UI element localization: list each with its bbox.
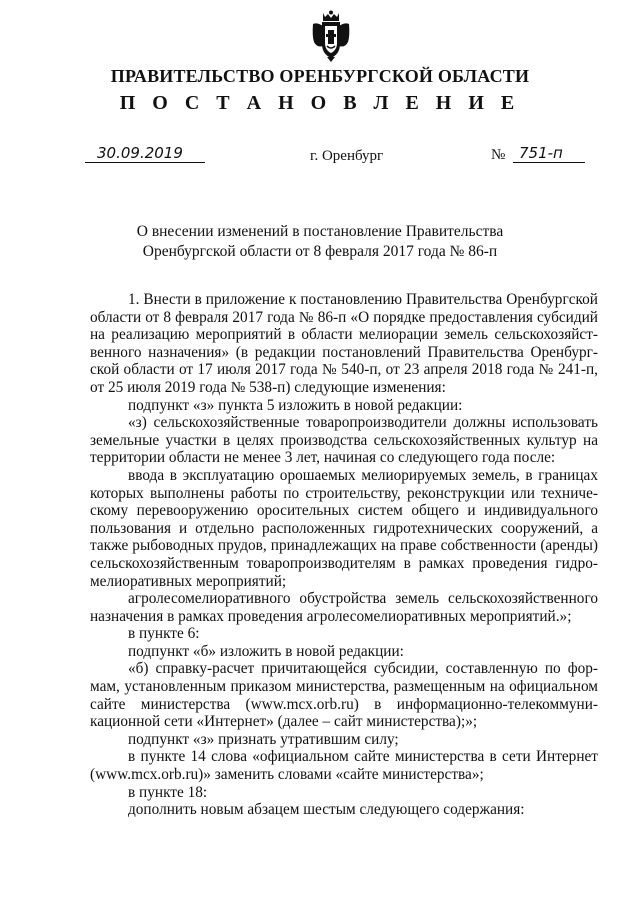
body-line: сайте министерства (www.mcx.orb.ru) в информационно-телекоммуни- [90, 695, 598, 713]
document-city: г. Оренбург [310, 148, 384, 164]
body-line: ской области от 17 июля 2017 года № 540-п, от 23 апреля 2018 года № 241-п, [90, 361, 598, 379]
body-line: мам, установленным приказом министерства, размещенным на официальном [90, 678, 598, 696]
body-line: подпункт «з» пункта 5 изложить в новой редакции: [128, 396, 463, 414]
body-line: в пункте 6: [128, 625, 200, 643]
body-line: мелиоративных мероприятий; [90, 572, 287, 590]
coat-of-arms-icon [311, 10, 351, 62]
body-line: агролесомелиоративного обустройства земель сельскохозяйственного [128, 590, 598, 608]
body-line: которых выполнены работы по строительству, реконструкции или техниче- [90, 484, 598, 502]
document-body [90, 291, 598, 819]
body-line: в пункте 18: [128, 783, 208, 801]
subject-line: Оренбургской области от 8 февраля 2017 года № 86-п [142, 243, 498, 260]
body-line: также рыбоводных прудов, принадлежащих на праве собственности (аренды) [90, 537, 598, 555]
body-line: земельные участки в целях производства сельскохозяйственных культур на [90, 431, 598, 449]
body-line: кационной сети «Интернет» (далее – сайт министерства);»; [90, 713, 478, 731]
document-number-label: № [491, 147, 506, 163]
body-line: 1. Внести в приложение к постановлению Правительства Оренбургской [128, 291, 598, 308]
body-line: сельскохозяйственным товаропроизводителям в рамках проведения гидро- [90, 554, 598, 572]
body-line: ввода в эксплуатацию орошаемых мелиорируемых земель, в границах [128, 466, 598, 484]
body-line: в пункте 14 слова «официальном сайте министерства в сети Интернет [128, 748, 598, 766]
body-line: подпункт «б» изложить в новой редакции: [128, 642, 404, 660]
body-line: области от 8 февраля 2017 года № 86-п «О порядке предоставления субсидий [90, 308, 598, 326]
government-title: ПРАВИТЕЛЬСТВО ОРЕНБУРГСКОЙ ОБЛАСТИ [110, 66, 530, 86]
subject-line: О внесении изменений в постановление Правительства [136, 223, 504, 240]
body-line: «б) справку-расчет причитающейся субсидии, составленную по фор- [128, 660, 598, 678]
document-date: 30.09.2019 [85, 144, 205, 163]
body-line: территории области не менее 3 лет, начиная со следующего года после: [90, 449, 556, 467]
document-number: 751-п [513, 144, 585, 163]
body-line: дополнить новым абзацем шестым следующего содержания: [128, 801, 525, 819]
body-line: на реализацию мероприятий в области мелиорации земель сельскохозяйст- [90, 326, 598, 344]
body-line: (www.mcx.orb.ru)» заменить словами «сайте министерства»; [90, 766, 484, 784]
document-type: П О С Т А Н О В Л Е Н И Е [119, 92, 521, 114]
body-line: назначения в рамках проведения агролесомелиоративных мероприятий.»; [90, 607, 572, 625]
body-line: скому перевооружению оросительных систем общего и индивидуального [90, 502, 598, 520]
document-subject [0, 222, 640, 262]
body-line: пользования и отдельно расположенных гидротехнических сооружений, а [90, 519, 598, 537]
body-line: венного назначения» (в редакции постановлений Правительства Оренбург- [90, 343, 598, 361]
body-line: «з) сельскохозяйственные товаропроизводители должны использовать [128, 414, 598, 432]
body-line: подпункт «з» признать утратившим силу; [128, 730, 399, 748]
body-line: от 25 июля 2019 года № 538-п) следующие изменения: [90, 378, 446, 396]
